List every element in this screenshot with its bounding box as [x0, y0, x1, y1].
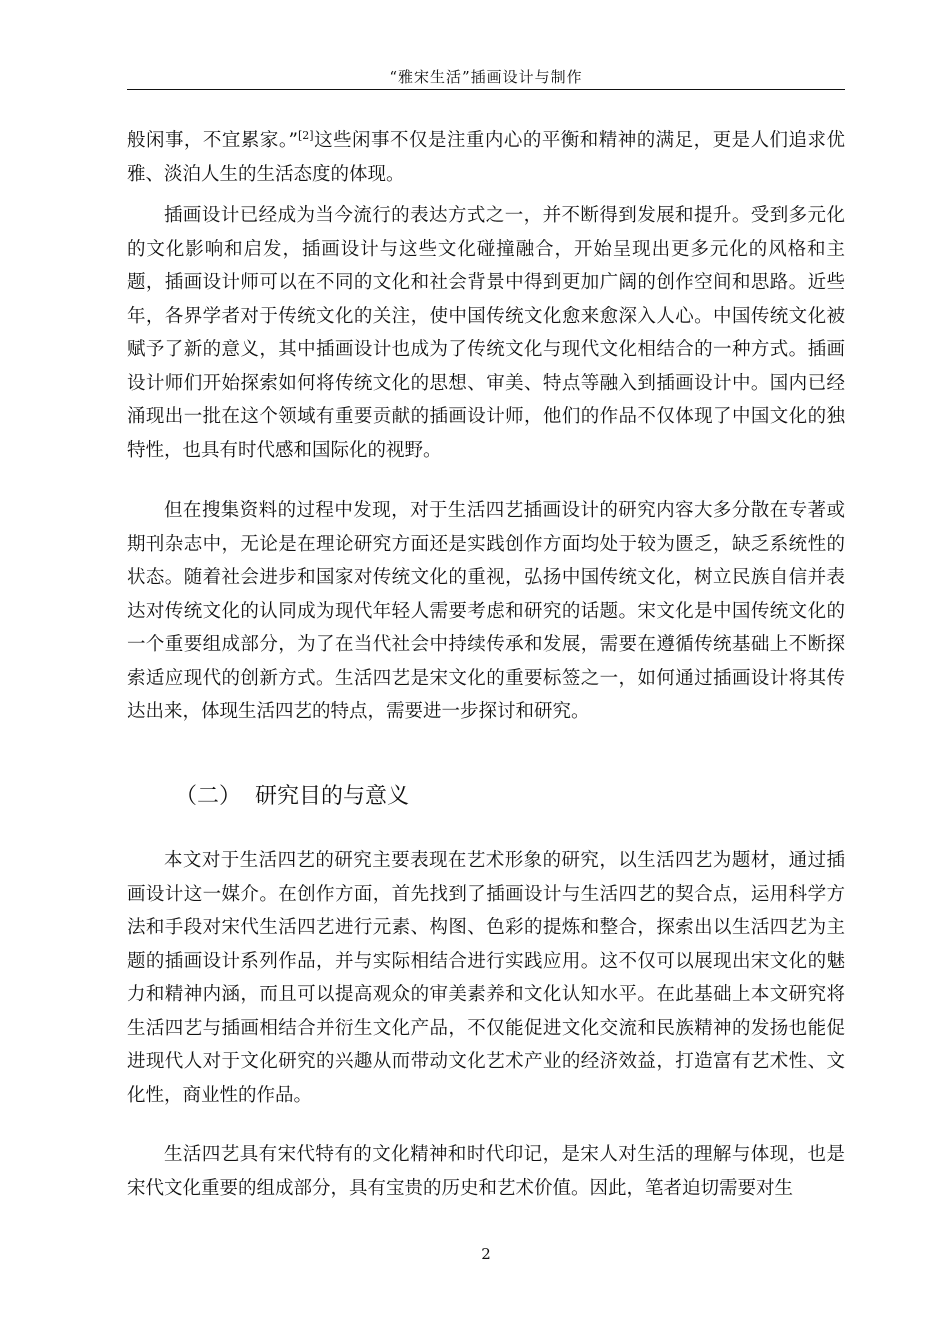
- paragraph-text: 般闲事，不宜累家。”: [127, 130, 299, 151]
- section-heading: [175, 780, 409, 814]
- paragraph-continuation: [127, 124, 845, 191]
- running-header: “雅宋生活”插画设计与制作: [389, 68, 583, 86]
- paragraph-research-gap: 但在搜集资料的过程中发现，对于生活四艺插画设计的研究内容大多分散在专著或期刊杂志中，无论是在理论研究方面还是实践创作方面均处于较为匮乏，缺乏系统性的状态。随着社会进步和国家对传统文化的重视，弘扬中国传统文化，树立民族自信并表达对传统文化的认同成为现代年轻人需要考虑和研究的话题。宋文化是中国传统文化的一个重要组成部分，为了在当代社会中持续传承和发展，需要在遵循传统基础上不断探索适应现代的创新方式。生活四艺是宋文化的重要标签之一，如何通过插画设计将其传达出来，体现生活四艺的特点，需要进一步探讨和研究。: [127, 500, 845, 722]
- citation-marker[interactable]: [2]: [298, 128, 314, 142]
- page-number: 2: [481, 1245, 491, 1263]
- paragraph-text: 这些闲事不仅是注重内心的平衡和精神的满足，更是人们追求优雅、淡泊人生的生活态度的体现。: [127, 130, 845, 185]
- section-number: （二）: [175, 784, 242, 809]
- paragraph-research-significance: 生活四艺具有宋代特有的文化精神和时代印记，是宋人对生活的理解与体现，也是宋代文化重要的组成部分，具有宝贵的历史和艺术价值。因此，笔者迫切需要对生: [127, 1144, 845, 1199]
- header-divider: [127, 89, 845, 90]
- paragraph-research-purpose: 本文对于生活四艺的研究主要表现在艺术形象的研究，以生活四艺为题材，通过插画设计这一媒介。在创作方面，首先找到了插画设计与生活四艺的契合点，运用科学方法和手段对宋代生活四艺进行元素、构图、色彩的提炼和整合，探索出以生活四艺为主题的插画设计系列作品，并与实际相结合进行实践应用。这不仅可以展现出宋文化的魅力和精神内涵，而且可以提高观众的审美素养和文化认知水平。在此基础上本文研究将生活四艺与插画相结合并衍生文化产品，不仅能促进文化交流和民族精神的发扬也能促进现代人对于文化研究的兴趣从而带动文化艺术产业的经济效益，打造富有艺术性、文化性，商业性的作品。: [127, 850, 845, 1106]
- section-title: 研究目的与意义: [255, 784, 410, 809]
- paragraph-illustration-trends: 插画设计已经成为当今流行的表达方式之一，并不断得到发展和提升。受到多元化的文化影响和启发，插画设计与这些文化碰撞融合，开始呈现出更多元化的风格和主题，插画设计师可以在不同的文化和社会背景中得到更加广阔的创作空间和思路。近些年，各界学者对于传统文化的关注，使中国传统文化愈来愈深入人心。中国传统文化被赋予了新的意义，其中插画设计也成为了传统文化与现代文化相结合的一种方式。插画设计师们开始探索如何将传统文化的思想、审美、特点等融入到插画设计中。国内已经涌现出一批在这个领域有重要贡献的插画设计师，他们的作品不仅体现了中国文化的独特性，也具有时代感和国际化的视野。: [127, 205, 845, 461]
